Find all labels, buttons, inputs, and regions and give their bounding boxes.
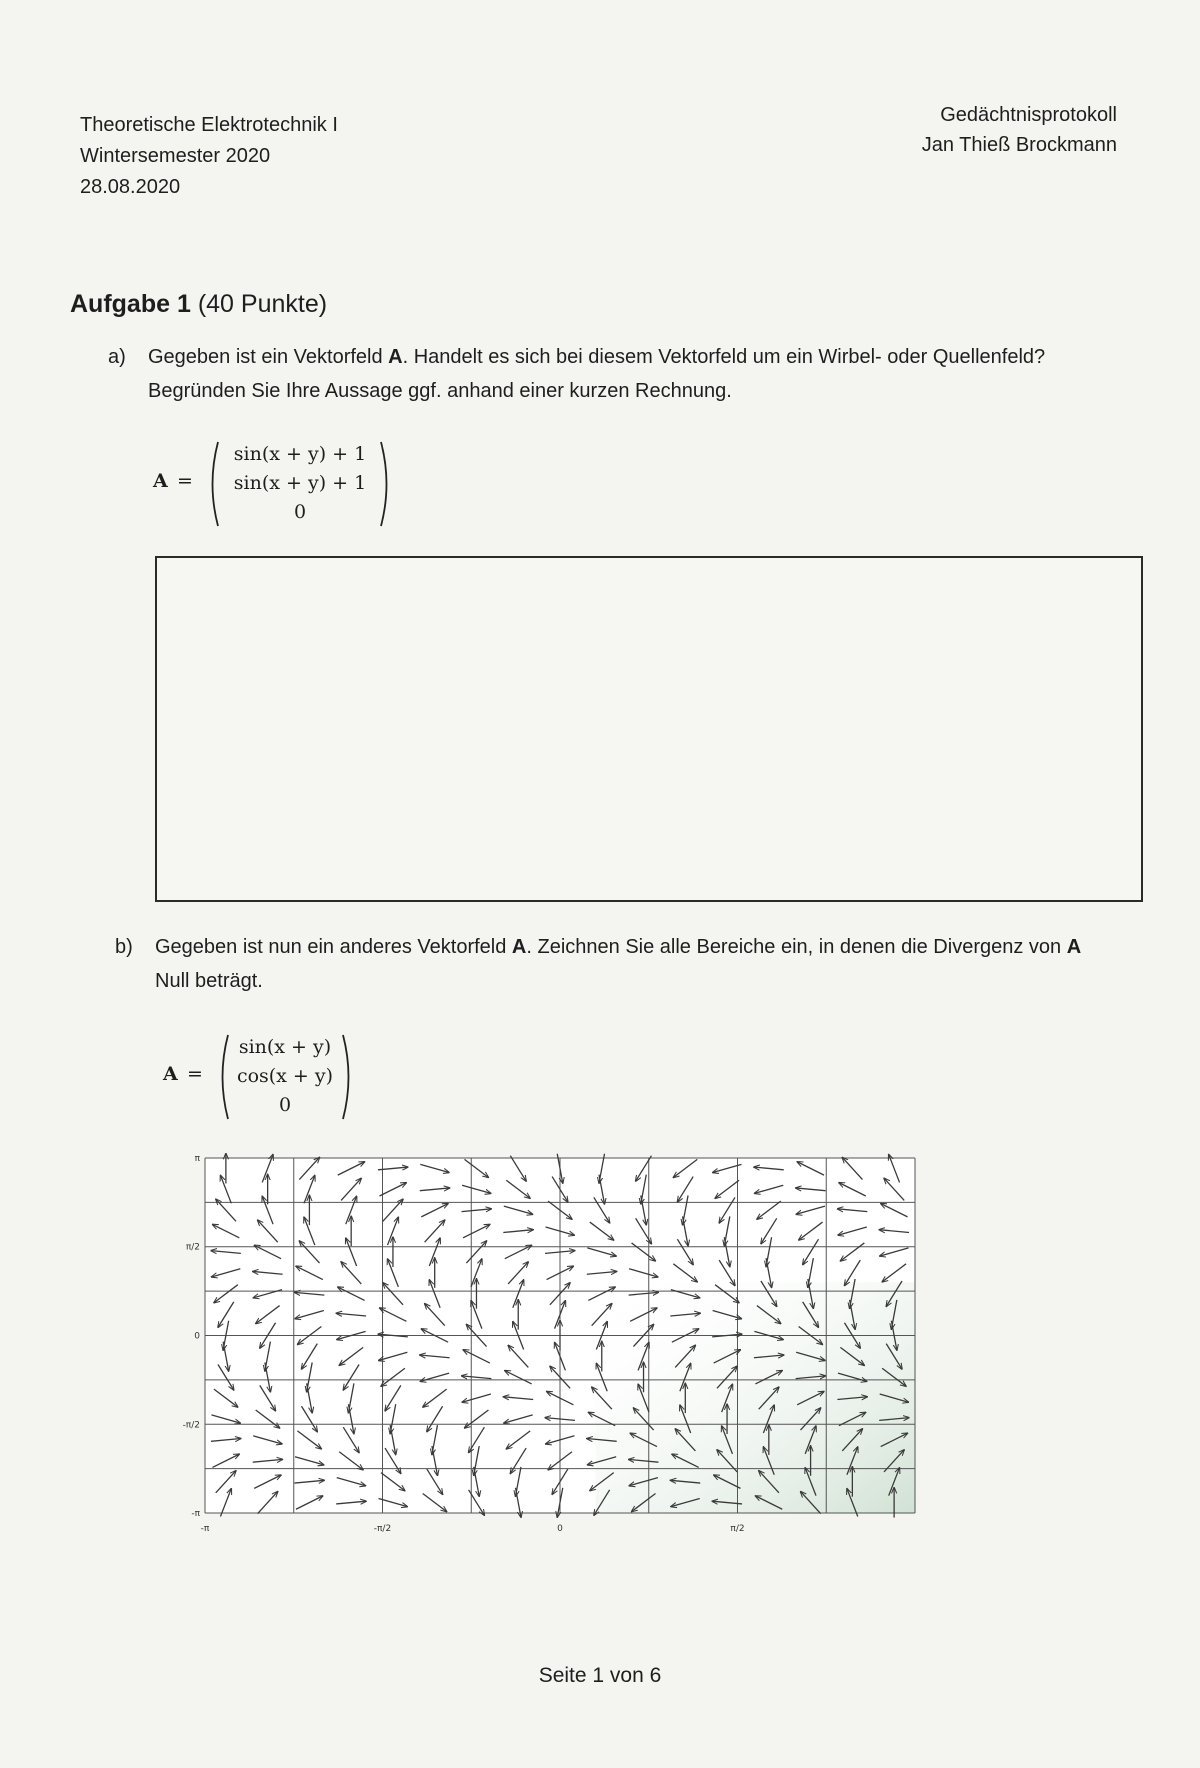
part-a-component-y: sin(x + y) + 1 — [233, 472, 367, 494]
x-tick-label: -π — [200, 1524, 210, 1534]
part-b-text-1: Gegeben ist nun ein anderes Vektorfeld — [155, 936, 512, 958]
quiver-chart[interactable] — [175, 1150, 925, 1540]
answer-box[interactable] — [155, 556, 1143, 902]
course-title: Theoretische Elektrotechnik I — [80, 114, 338, 136]
part-b-label: b) — [115, 936, 133, 958]
task-title: Aufgabe 1 — [70, 290, 191, 318]
left-parenthesis — [205, 440, 221, 528]
part-a-vector-equation — [150, 440, 400, 530]
part-b-equals: = — [187, 1063, 203, 1085]
part-a-label: a) — [108, 346, 126, 368]
right-parenthesis — [340, 1033, 356, 1121]
left-parenthesis — [215, 1033, 231, 1121]
y-tick-label: -π — [191, 1509, 200, 1519]
part-b-field-symbol-2: A — [1066, 936, 1082, 958]
task-heading — [70, 290, 327, 319]
part-a-component-z: 0 — [293, 501, 307, 523]
part-b-text-3: Null beträgt. — [155, 970, 263, 992]
header-left — [80, 110, 338, 203]
part-b-question — [115, 930, 1115, 1000]
y-tick-label: π — [194, 1154, 200, 1164]
y-tick-label: 0 — [194, 1331, 200, 1342]
part-a-text — [148, 340, 1078, 408]
part-b-vector-components — [230, 1033, 340, 1120]
part-a-component-x: sin(x + y) + 1 — [233, 443, 367, 465]
part-b-lhs: A — [163, 1063, 178, 1085]
exam-date: 28.08.2020 — [80, 176, 181, 198]
document-type: Gedächtnisprotokoll — [940, 104, 1117, 126]
part-a-vector-components — [220, 440, 380, 527]
part-a-text-2: . Handelt es sich bei diesem Vektorfeld um ein Wirbel- oder Quellenfeld? Begründen Sie Ihre Aussage ggf. anhand einer kurzen Rechnung. — [148, 346, 1046, 402]
part-b-component-z: 0 — [278, 1094, 292, 1116]
part-a-field-symbol: A — [388, 346, 403, 368]
part-b-vector-equation — [160, 1033, 370, 1123]
part-b-component-y: cos(x + y) — [236, 1065, 334, 1087]
page-number: Seite 1 von 6 — [538, 1664, 662, 1687]
part-b-text-2: . Zeichnen Sie alle Bereiche ein, in denen die Divergenz von — [526, 936, 1067, 958]
part-a-lhs: A — [153, 470, 168, 492]
part-b-field-symbol: A — [511, 936, 527, 958]
part-b-text — [155, 930, 1085, 998]
x-tick-label: π/2 — [730, 1524, 745, 1534]
y-tick-label: π/2 — [185, 1242, 200, 1253]
y-tick-label: -π/2 — [182, 1420, 200, 1431]
part-a-equals: = — [177, 470, 193, 492]
semester: Wintersemester 2020 — [80, 145, 271, 167]
part-b-component-x: sin(x + y) — [238, 1036, 332, 1058]
x-tick-label: 0 — [557, 1524, 563, 1534]
right-parenthesis — [378, 440, 394, 528]
part-a-text-1: Gegeben ist ein Vektorfeld — [148, 346, 389, 368]
part-a-question — [108, 340, 1108, 410]
header-right — [922, 100, 1117, 160]
vector-field-plot[interactable] — [175, 1150, 925, 1540]
task-points: (40 Punkte) — [197, 290, 328, 318]
author-name: Jan Thieß Brockmann — [921, 134, 1117, 156]
x-tick-label: -π/2 — [373, 1524, 392, 1534]
